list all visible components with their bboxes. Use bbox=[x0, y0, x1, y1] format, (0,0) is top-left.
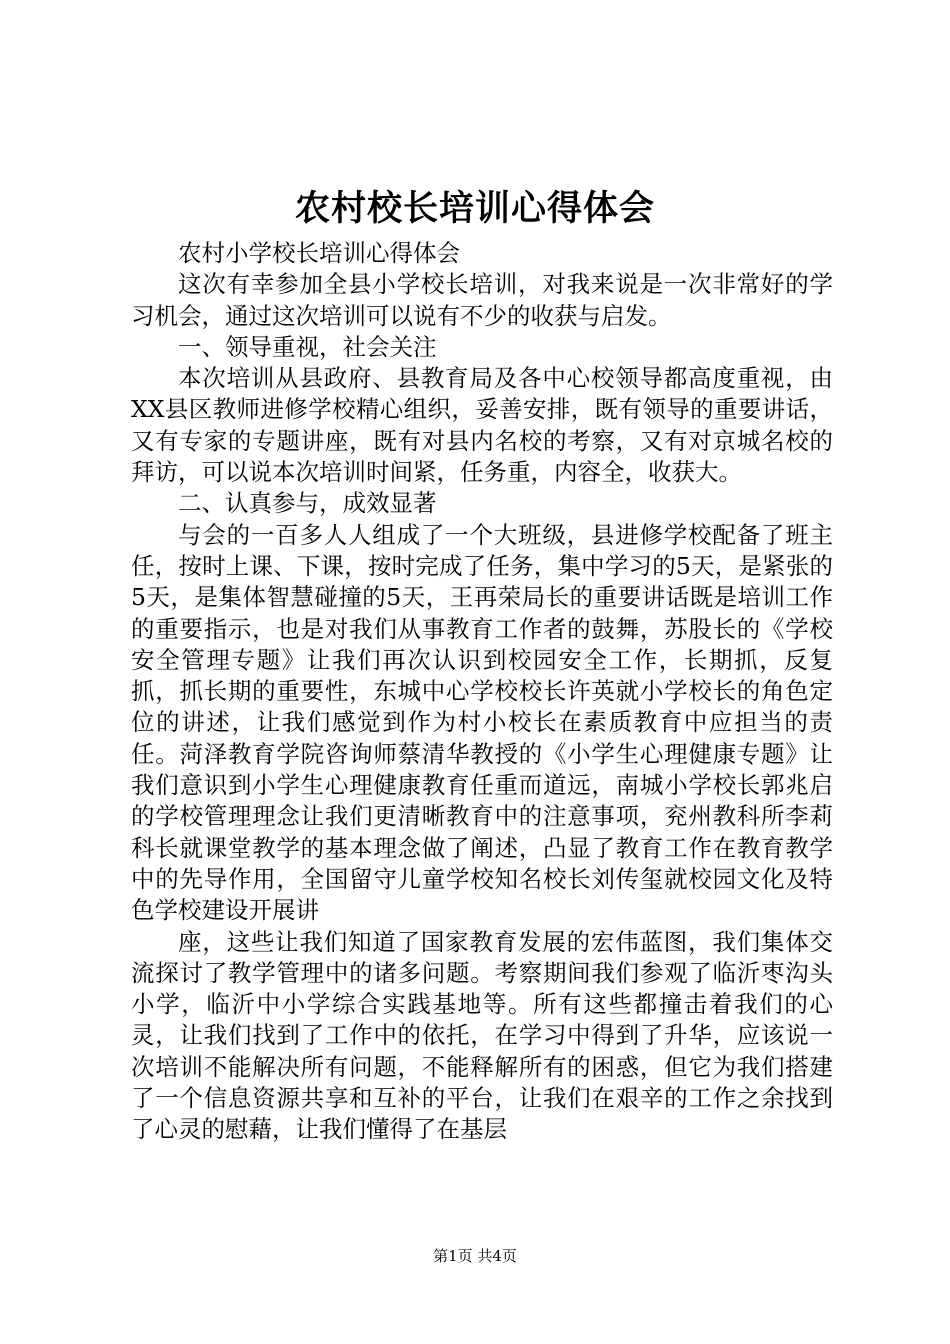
paragraph-intro: 这次有幸参加全县小学校长培训，对我来说是一次非常好的学习机会，通过这次培训可以说有不少的收获与启发。 bbox=[131, 270, 833, 330]
paragraph-section-1: 本次培训从县政府、县教育局及各中心校领导都高度重视，由XX县区教师进修学校精心组织，妥善安排，既有领导的重要讲话，又有专家的专题讲座，既有对县内名校的考察，又有对京城名校的拜访，可以说本次培训时间紧，任务重，内容全，收获大。 bbox=[131, 364, 833, 487]
paragraph-continuation: 座，这些让我们知道了国家教育发展的宏伟蓝图，我们集体交流探讨了教学管理中的诸多问题。考察期间我们参观了临沂枣沟头小学，临沂中小学综合实践基地等。所有这些都撞击着我们的心灵，让我们找到了工作中的依托，在学习中得到了升华，应该说一次培训不能解决所有问题，不能释解所有的困惑，但它为我们搭建了一个信息资源共享和互补的平台，让我们在艰辛的工作之余找到了心灵的慰藉，让我们懂得了在基层 bbox=[131, 927, 833, 1144]
section-heading-1: 一、领导重视，社会关注 bbox=[178, 332, 437, 361]
paragraph-section-2: 与会的一百多人人组成了一个大班级，县进修学校配备了班主任，按时上课、下课，按时完成了任务，集中学习的5天，是紧张的5天，是集体智慧碰撞的5天，王再荣局长的重要讲话既是培训工作的重要指示，也是对我们从事教育工作者的鼓舞，苏股长的《学校安全管理专题》让我们再次认识到校园安全工作，长期抓，反复抓，抓长期的重要性，东城中心学校校长许英就小学校长的角色定位的讲述，让我们感觉到作为村小校长在素质教育中应担当的责任。菏泽教育学院咨询师蔡清华教授的《小学生心理健康专题》让我们意识到小学生心理健康教育任重而道远，南城小学校长郭兆启的学校管理理念让我们更清晰教育中的注意事项，兖州教科所李莉科长就课堂教学的基本理念做了阐述，凸显了教育工作在教育教学中的先导作用，全国留守儿童学校知名校长刘传玺就校园文化及特色学校建设开展讲 bbox=[131, 520, 833, 925]
page-number-footer: 第1页 共4页 bbox=[433, 1247, 517, 1265]
document-title: 农村校长培训心得体会 bbox=[294, 188, 655, 229]
paragraph-subtitle: 农村小学校长培训心得体会 bbox=[178, 239, 460, 267]
section-heading-2: 二、认真参与，成效显著 bbox=[178, 489, 437, 518]
document-body bbox=[131, 238, 833, 1146]
